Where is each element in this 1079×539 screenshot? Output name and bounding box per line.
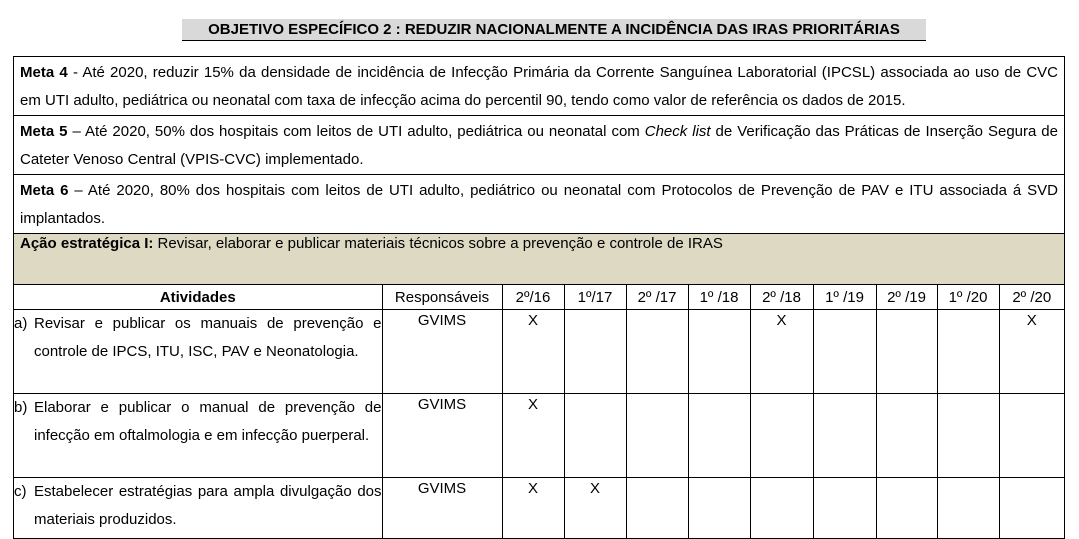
meta-text: de Verificação das Práticas de Inserção Segura de Cateter Venoso Central (VPIS-CVC) implementado. — [20, 123, 1058, 168]
header-period: 1º/17 — [564, 285, 626, 310]
responsible-cell: GVIMS — [382, 478, 502, 538]
header-row — [14, 285, 1064, 310]
mark-cell — [626, 394, 688, 478]
table-row — [14, 310, 1064, 394]
meta-text-italic: Check list — [644, 123, 711, 140]
mark-cell — [688, 478, 750, 538]
meta-4 — [14, 57, 1064, 116]
mark-cell: X — [750, 310, 813, 394]
mark-cell — [750, 478, 813, 538]
header-responsible: Responsáveis — [382, 285, 502, 310]
meta-text: Até 2020, 50% dos hospitais com leitos de UTI adulto, pediátrica ou neonatal com — [84, 123, 645, 140]
mark-cell — [937, 310, 999, 394]
header-period: 1º /20 — [937, 285, 999, 310]
goals-table — [13, 56, 1065, 539]
mark-cell — [876, 478, 937, 538]
activity-label: c) — [14, 483, 27, 500]
meta-text: Até 2020, 80% dos hospitais com leitos de UTI adulto, pediátrico ou neonatal com Protocolos de Prevenção de PAV e ITU associada á SVD implantados. — [20, 182, 1058, 227]
mark-cell — [999, 394, 1064, 478]
meta-6 — [14, 175, 1064, 234]
action-label: Ação estratégica I: — [20, 235, 154, 252]
header-period: 1º /18 — [688, 285, 750, 310]
activity-cell — [14, 310, 382, 394]
meta-label: Meta 4 — [20, 64, 68, 81]
mark-cell — [626, 310, 688, 394]
mark-cell: X — [564, 478, 626, 538]
mark-cell — [750, 394, 813, 478]
activity-text: Estabelecer estratégias para ampla divulgação dos materiais produzidos. — [34, 483, 382, 528]
table-row — [14, 394, 1064, 478]
activity-label: b) — [14, 399, 28, 416]
mark-cell — [876, 394, 937, 478]
header-period: 2º /18 — [750, 285, 813, 310]
activity-label: a) — [14, 315, 28, 332]
header-activities: Atividades — [14, 285, 382, 310]
responsible-cell: GVIMS — [382, 310, 502, 394]
activity-text: Revisar e publicar os manuais de prevenção e controle de IPCS, ITU, ISC, PAV e Neonatologia. — [34, 315, 382, 360]
mark-cell — [564, 310, 626, 394]
mark-cell: X — [502, 478, 564, 538]
mark-cell — [564, 394, 626, 478]
mark-cell: X — [502, 310, 564, 394]
mark-cell — [999, 478, 1064, 538]
header-period: 1º /19 — [813, 285, 876, 310]
meta-separator: – — [67, 123, 85, 140]
mark-cell — [876, 310, 937, 394]
activity-cell — [14, 394, 382, 478]
activity-text: Elaborar e publicar o manual de prevenção de infecção em oftalmologia e em infecção puerperal. — [34, 399, 382, 444]
strategic-action — [14, 234, 1064, 285]
meta-separator: - — [67, 64, 83, 81]
mark-cell — [626, 478, 688, 538]
section-heading: OBJETIVO ESPECÍFICO 2 : REDUZIR NACIONALMENTE A INCIDÊNCIA DAS IRAS PRIORITÁRIAS — [182, 19, 926, 41]
mark-cell — [937, 478, 999, 538]
action-text: Revisar, elaborar e publicar materiais técnicos sobre a prevenção e controle de IRAS — [153, 235, 723, 252]
meta-text: Até 2020, reduzir 15% da densidade de incidência de Infecção Primária da Corrente Sanguínea Laboratorial (IPCSL) associada ao uso de CVC em UTI adulto, pediátrica ou neonatal com taxa de infecção acima do percentil 90, tendo como valor de referência os dados de 2015. — [20, 64, 1058, 109]
mark-cell: X — [999, 310, 1064, 394]
header-period: 2º/16 — [502, 285, 564, 310]
table-row — [14, 478, 1064, 538]
header-period: 2º /19 — [876, 285, 937, 310]
meta-separator: – — [68, 182, 88, 199]
activities-table — [14, 285, 1064, 538]
responsible-cell: GVIMS — [382, 394, 502, 478]
mark-cell — [688, 394, 750, 478]
meta-label: Meta 6 — [20, 182, 69, 199]
header-period: 2º /20 — [999, 285, 1064, 310]
activity-cell — [14, 478, 382, 538]
header-period: 2º /17 — [626, 285, 688, 310]
mark-cell — [937, 394, 999, 478]
meta-5 — [14, 116, 1064, 175]
mark-cell — [688, 310, 750, 394]
meta-label: Meta 5 — [20, 123, 68, 140]
mark-cell — [813, 310, 876, 394]
mark-cell: X — [502, 394, 564, 478]
mark-cell — [813, 478, 876, 538]
mark-cell — [813, 394, 876, 478]
